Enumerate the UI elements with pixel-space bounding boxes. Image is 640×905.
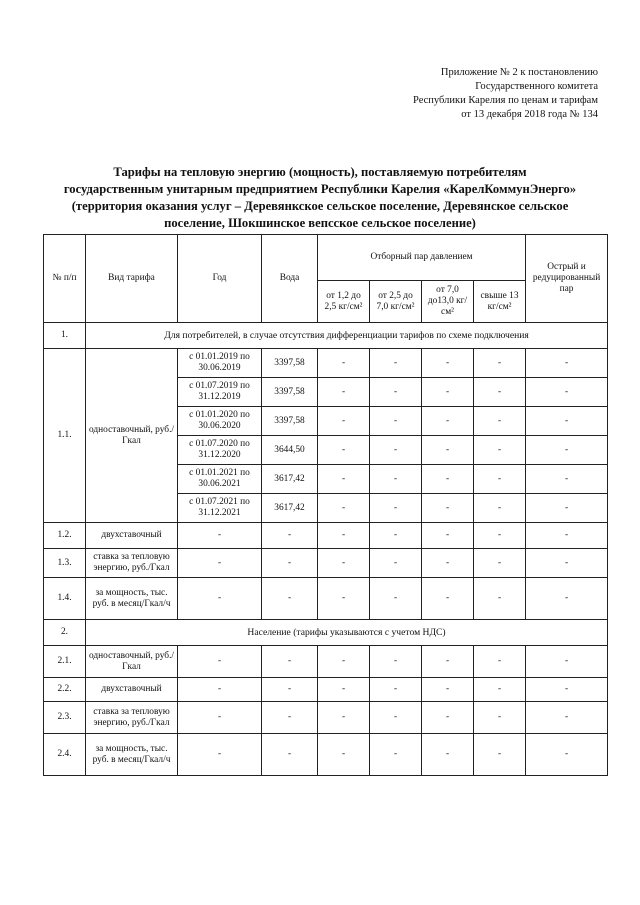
- header-line: Приложение № 2 к постановлению: [440, 67, 598, 78]
- dash-cell: -: [318, 436, 370, 465]
- period-cell: с 01.07.2020 по 31.12.2020: [178, 436, 262, 465]
- tariff-label: двухставочный: [86, 678, 178, 702]
- dash-cell: -: [318, 465, 370, 494]
- row-num: 2.3.: [44, 702, 86, 734]
- section-row: [44, 620, 608, 646]
- dash-cell: -: [262, 734, 318, 776]
- header-line: Республики Карелия по ценам и тарифам: [413, 95, 598, 106]
- dash-cell: -: [422, 494, 474, 523]
- period-cell: с 01.01.2019 по 30.06.2019: [178, 349, 262, 378]
- dash-cell: -: [370, 349, 422, 378]
- title-line: Тарифы на тепловую энергию (мощность), поставляемую потребителям: [113, 165, 527, 179]
- dash-cell: -: [422, 349, 474, 378]
- dash-cell: -: [474, 578, 526, 620]
- header-line: от 13 декабря 2018 года № 134: [461, 109, 598, 120]
- dash-cell: -: [370, 436, 422, 465]
- dash-cell: -: [474, 494, 526, 523]
- row-num: 2.2.: [44, 678, 86, 702]
- water-value: 3617,42: [262, 465, 318, 494]
- dash-cell: -: [474, 349, 526, 378]
- tariff-label: одноставочный, руб./Гкал: [86, 646, 178, 678]
- title-line: (территория оказания услуг – Деревянкское сельское поселение, Деревянское сельское: [71, 199, 569, 213]
- header-pressure-1: от 1,2 до 2,5 кг/см²: [318, 281, 370, 323]
- section-title: Население (тарифы указываются с учетом НДС): [86, 620, 608, 646]
- dash-cell: -: [526, 734, 608, 776]
- dash-cell: -: [178, 578, 262, 620]
- dash-cell: -: [370, 678, 422, 702]
- dash-cell: -: [526, 494, 608, 523]
- header-row: [44, 235, 608, 281]
- dash-cell: -: [422, 678, 474, 702]
- water-value: 3397,58: [262, 378, 318, 407]
- table-row: [44, 734, 608, 776]
- period-cell: с 01.07.2019 по 31.12.2019: [178, 378, 262, 407]
- water-value: 3397,58: [262, 407, 318, 436]
- header-year: Год: [178, 235, 262, 323]
- water-value: 3397,58: [262, 349, 318, 378]
- tariff-table: [43, 234, 608, 776]
- section-row: [44, 323, 608, 349]
- header-type: Вид тарифа: [86, 235, 178, 323]
- tariff-label: ставка за тепловую энергию, руб./Гкал: [86, 702, 178, 734]
- dash-cell: -: [262, 678, 318, 702]
- dash-cell: -: [474, 734, 526, 776]
- dash-cell: -: [474, 523, 526, 549]
- dash-cell: -: [370, 378, 422, 407]
- dash-cell: -: [178, 702, 262, 734]
- row-num: 1.2.: [44, 523, 86, 549]
- section-num: 1.: [44, 323, 86, 349]
- dash-cell: -: [318, 578, 370, 620]
- dash-cell: -: [474, 436, 526, 465]
- row-num: 2.1.: [44, 646, 86, 678]
- table-row: [44, 702, 608, 734]
- dash-cell: -: [318, 678, 370, 702]
- table-row: [44, 523, 608, 549]
- table-row: [44, 549, 608, 578]
- tariff-label: двухставочный: [86, 523, 178, 549]
- dash-cell: -: [262, 702, 318, 734]
- dash-cell: -: [262, 549, 318, 578]
- dash-cell: -: [526, 349, 608, 378]
- dash-cell: -: [474, 407, 526, 436]
- header-water: Вода: [262, 235, 318, 323]
- table-row: [44, 678, 608, 702]
- dash-cell: -: [422, 465, 474, 494]
- header-pressure-4: свыше 13 кг/см²: [474, 281, 526, 323]
- dash-cell: -: [262, 646, 318, 678]
- row-num: 1.1.: [44, 349, 86, 523]
- water-value: 3617,42: [262, 494, 318, 523]
- dash-cell: -: [526, 465, 608, 494]
- header-num: № п/п: [44, 235, 86, 323]
- dash-cell: -: [422, 436, 474, 465]
- tariff-period-row: [44, 349, 608, 378]
- dash-cell: -: [318, 702, 370, 734]
- dash-cell: -: [526, 378, 608, 407]
- dash-cell: -: [370, 494, 422, 523]
- dash-cell: -: [422, 702, 474, 734]
- header-sharp-steam: Острый и редуцированный пар: [526, 235, 608, 323]
- dash-cell: -: [422, 578, 474, 620]
- dash-cell: -: [178, 734, 262, 776]
- dash-cell: -: [422, 523, 474, 549]
- header-pressure-2: от 2,5 до 7,0 кг/см²: [370, 281, 422, 323]
- dash-cell: -: [474, 465, 526, 494]
- dash-cell: -: [422, 549, 474, 578]
- dash-cell: -: [526, 678, 608, 702]
- dash-cell: -: [526, 578, 608, 620]
- header-pressure-3: от 7,0 до13,0 кг/см²: [422, 281, 474, 323]
- dash-cell: -: [474, 378, 526, 407]
- dash-cell: -: [526, 523, 608, 549]
- dash-cell: -: [370, 702, 422, 734]
- dash-cell: -: [370, 465, 422, 494]
- dash-cell: -: [370, 407, 422, 436]
- row-num: 1.3.: [44, 549, 86, 578]
- period-cell: с 01.01.2020 по 30.06.2020: [178, 407, 262, 436]
- dash-cell: -: [178, 678, 262, 702]
- dash-cell: -: [370, 578, 422, 620]
- tariff-label: ставка за тепловую энергию, руб./Гкал: [86, 549, 178, 578]
- dash-cell: -: [178, 646, 262, 678]
- table-row: [44, 646, 608, 678]
- section-title: Для потребителей, в случае отсутствия дифференциации тарифов по схеме подключения: [86, 323, 608, 349]
- dash-cell: -: [422, 378, 474, 407]
- period-cell: с 01.07.2021 по 31.12.2021: [178, 494, 262, 523]
- header-steam: Отборный пар давлением: [318, 235, 526, 281]
- dash-cell: -: [474, 678, 526, 702]
- dash-cell: -: [422, 734, 474, 776]
- dash-cell: -: [526, 436, 608, 465]
- title-line: государственным унитарным предприятием Республики Карелия «КарелКоммунЭнерго»: [63, 182, 577, 196]
- dash-cell: -: [474, 702, 526, 734]
- dash-cell: -: [318, 549, 370, 578]
- dash-cell: -: [370, 734, 422, 776]
- water-value: 3644,50: [262, 436, 318, 465]
- dash-cell: -: [262, 578, 318, 620]
- row-num: 2.4.: [44, 734, 86, 776]
- dash-cell: -: [318, 349, 370, 378]
- title-line: поселение, Шокшинское вепсское сельское поселение): [164, 216, 476, 230]
- document-title: [40, 164, 600, 232]
- dash-cell: -: [318, 523, 370, 549]
- dash-cell: -: [178, 523, 262, 549]
- dash-cell: -: [474, 549, 526, 578]
- dash-cell: -: [318, 378, 370, 407]
- dash-cell: -: [422, 646, 474, 678]
- dash-cell: -: [422, 407, 474, 436]
- tariff-label: одноставочный, руб./Гкал: [86, 349, 178, 523]
- section-num: 2.: [44, 620, 86, 646]
- dash-cell: -: [370, 549, 422, 578]
- dash-cell: -: [526, 549, 608, 578]
- table-row: [44, 578, 608, 620]
- dash-cell: -: [526, 646, 608, 678]
- dash-cell: -: [370, 523, 422, 549]
- dash-cell: -: [526, 702, 608, 734]
- dash-cell: -: [262, 523, 318, 549]
- dash-cell: -: [526, 407, 608, 436]
- dash-cell: -: [318, 646, 370, 678]
- dash-cell: -: [178, 549, 262, 578]
- row-num: 1.4.: [44, 578, 86, 620]
- tariff-label: за мощность, тыс. руб. в месяц/Гкал/ч: [86, 578, 178, 620]
- dash-cell: -: [318, 734, 370, 776]
- dash-cell: -: [370, 646, 422, 678]
- period-cell: с 01.01.2021 по 30.06.2021: [178, 465, 262, 494]
- dash-cell: -: [318, 407, 370, 436]
- header-line: Государственного комитета: [475, 81, 598, 92]
- dash-cell: -: [474, 646, 526, 678]
- document-header: [413, 66, 598, 122]
- dash-cell: -: [318, 494, 370, 523]
- tariff-label: за мощность, тыс. руб. в месяц/Гкал/ч: [86, 734, 178, 776]
